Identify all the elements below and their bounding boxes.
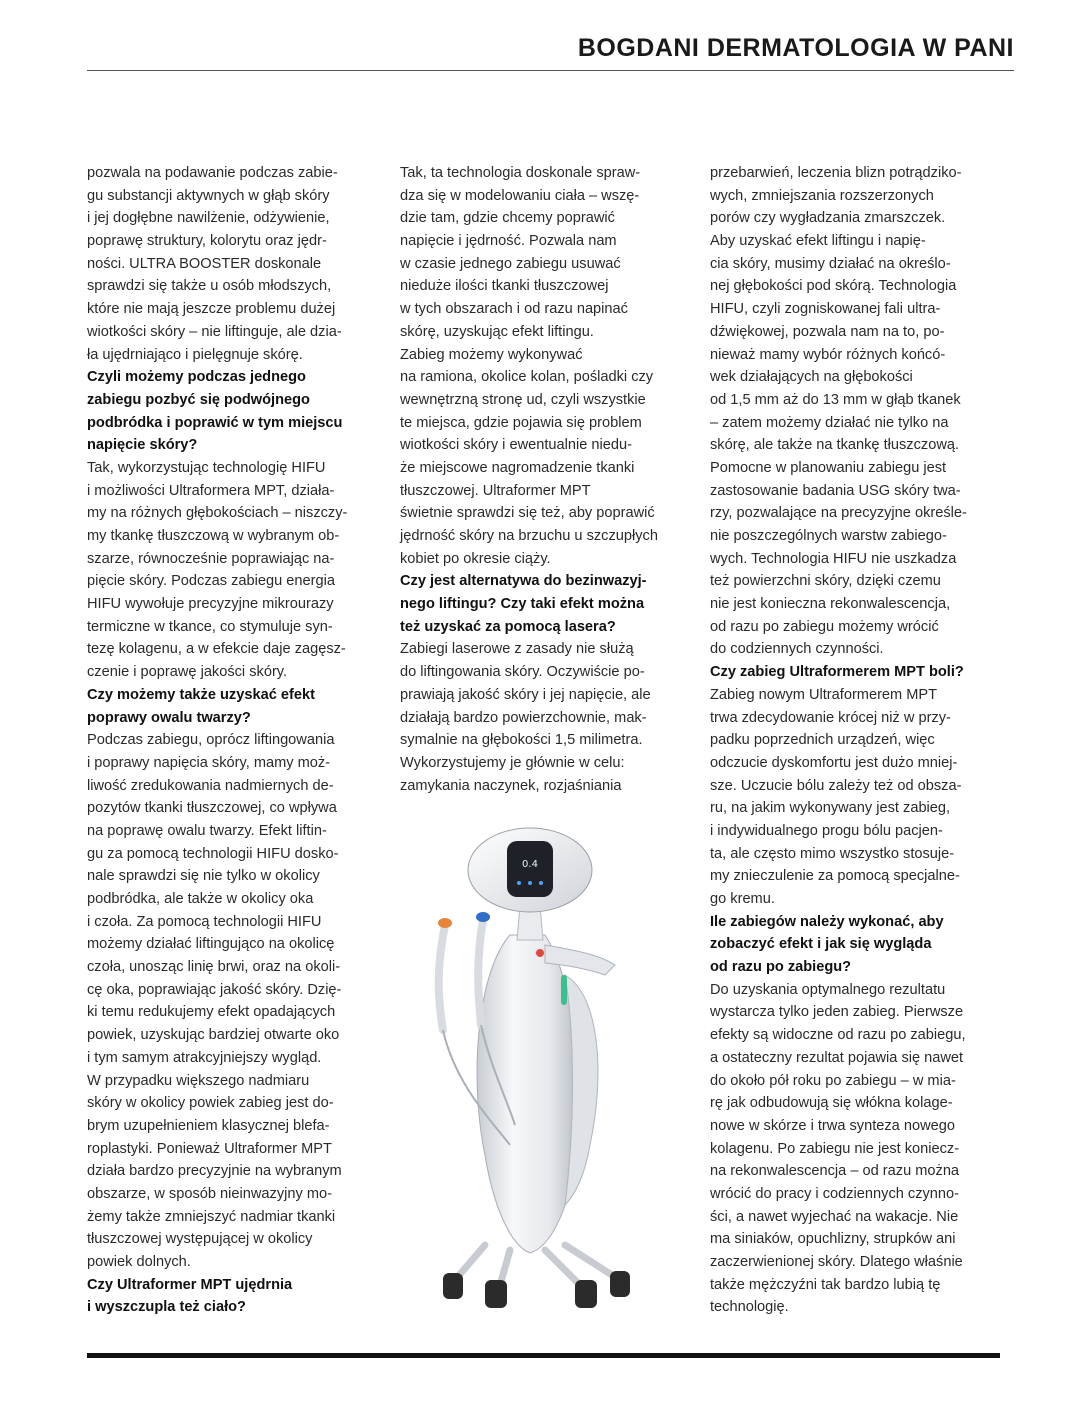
- question-heading-line: Ile zabiegów należy wykonać, aby: [710, 913, 944, 930]
- body-text-line: Zabieg nowym Ultraformerem MPT: [710, 686, 938, 703]
- body-text-line: do codziennych czynności.: [710, 641, 884, 658]
- body-text-line: Aby uzyskać efekt liftingu i napię-: [710, 233, 926, 250]
- body-text-line: skórę, uzyskując efekt liftingu.: [400, 323, 594, 340]
- body-text-line: cę oka, poprawiając jakość skóry. Dzię-: [87, 981, 342, 998]
- body-text-line: liwość zredukowania nadmiernych de-: [87, 777, 334, 794]
- body-text-line: ru, na jakim wykonywany jest zabieg,: [710, 800, 951, 817]
- header-divider: [87, 70, 1014, 71]
- body-text-line: skóry w okolicy powiek zabieg jest do-: [87, 1095, 334, 1112]
- body-text-line: wystarcza tylko jeden zabieg. Pierwsze: [710, 1004, 964, 1021]
- body-text-line: sprawdzi się także u osób młodszych,: [87, 278, 332, 295]
- body-text-line: czenie i poprawę jakości skóry.: [87, 664, 288, 681]
- body-text-line: do około pół roku po zabiegu – w mia-: [710, 1072, 956, 1089]
- body-text-line: wiotkości skóry i ewentualnie niedu-: [400, 437, 632, 454]
- body-text-line: ła ujędrniająco i pielęgnuje skórę.: [87, 346, 303, 363]
- body-text-line: porów czy wygładzania zmarszczek.: [710, 210, 946, 227]
- article-column-2: [400, 162, 670, 797]
- body-text-line: działa bardzo precyzyjnie na wybranym: [87, 1163, 342, 1180]
- question-heading-line: Czy zabieg Ultraformerem MPT boli?: [710, 664, 964, 681]
- body-text-line: nie poszczególnych warstw zabiego-: [710, 528, 947, 544]
- body-text-line: napięcie i jędrność. Pozwala nam: [400, 233, 617, 250]
- body-text-line: odczucie dyskomfortu jest dużo mniej-: [710, 754, 958, 771]
- body-text-line: gu za pomocą technologii HIFU dosko-: [87, 845, 339, 862]
- body-text-line: wych. Technologia HIFU nie uszkadza: [710, 550, 957, 567]
- body-text-line: i możliwości Ultraformera MPT, działa-: [87, 482, 335, 499]
- body-text-line: wrócić do pracy i codziennych czynno-: [710, 1185, 960, 1202]
- body-text-line: nie jest konieczna rekonwalescencja,: [710, 596, 951, 613]
- body-text-line: podbródka, ale także w okolicy oka: [87, 891, 314, 907]
- question-heading-line: podbródka i poprawić w tym miejscu: [87, 414, 343, 431]
- article-column-3: [710, 162, 980, 1319]
- body-text-line: rę jak odbudowują się włókna kolage-: [710, 1095, 953, 1112]
- ultraformer-device-image: [415, 825, 645, 1315]
- body-text-line: działają bardzo powierzchownie, mak-: [400, 709, 647, 726]
- body-text-line: Podczas zabiegu, oprócz liftingowania: [87, 732, 335, 749]
- body-text-line: jędrność skóry na brzuchu u szczupłych: [400, 528, 658, 544]
- body-text-line: kolagenu. Po zabiegu nie jest koniecz-: [710, 1140, 960, 1157]
- body-text-line: wewnętrzną stronę ud, czyli wszystkie: [400, 391, 646, 408]
- body-text-line: też powierzchni skóry, dzięki czemu: [710, 573, 941, 590]
- body-text-line: w tych obszarach i od razu napinać: [400, 301, 628, 318]
- body-text-line: także mężczyźni tak bardzo lubią tę: [710, 1276, 941, 1293]
- body-text-line: nieważ mamy wybór różnych końcó-: [710, 346, 946, 363]
- body-text-line: nej głębokości pod skórą. Technologia: [710, 278, 957, 295]
- body-text-line: gu substancji aktywnych w głąb skóry: [87, 187, 330, 204]
- body-text-line: nieduże ilości tkanki tłuszczowej: [400, 278, 609, 295]
- body-text-line: zastosowanie badania USG skóry twa-: [710, 482, 961, 499]
- device-screen-readout: 0.4: [522, 859, 538, 870]
- body-text-line: pozytów tkanki tłuszczowej, co wpływa: [87, 800, 337, 817]
- body-text-line: Zabieg możemy wykonywać: [400, 346, 583, 363]
- body-text-line: HIFU, czyli zogniskowanej fali ultra-: [710, 301, 941, 318]
- body-text-line: rzy, pozwalające na precyzyjne określe-: [710, 505, 967, 522]
- body-text-line: cia skóry, musimy działać na określo-: [710, 255, 951, 272]
- question-heading-line: poprawy owalu twarzy?: [87, 709, 251, 726]
- body-text-line: tłuszczowej występującej w okolicy: [87, 1231, 313, 1248]
- question-heading-line: Czyli możemy podczas jednego: [87, 369, 306, 386]
- body-text-line: my tkankę tłuszczową w wybranym ob-: [87, 528, 340, 544]
- question-heading-line: Czy Ultraformer MPT ujędrnia: [87, 1276, 293, 1293]
- body-text-line: kobiet po okresie ciąży.: [400, 550, 551, 567]
- question-heading-line: Czy jest alternatywa do bezinwazyj-: [400, 573, 647, 590]
- body-text-line: wiotkości skóry – nie liftinguje, ale dzia-: [87, 323, 342, 340]
- body-text-line: powiek, uzyskując bardziej otwarte oko: [87, 1027, 340, 1044]
- body-text-line: roplastyki. Ponieważ Ultraformer MPT: [87, 1140, 332, 1157]
- body-text-line: przebarwień, leczenia blizn potrądziko-: [710, 165, 962, 181]
- question-heading-line: nego liftingu? Czy taki efekt można: [400, 596, 645, 613]
- body-text-line: świetnie sprawdzi się też, aby poprawić: [400, 505, 655, 522]
- body-text-line: brym uzupełnieniem klasycznej blefa-: [87, 1117, 330, 1134]
- body-text-line: powiek dolnych.: [87, 1254, 191, 1270]
- body-text-line: tezę kolagenu, a w efekcie daje zagęsz-: [87, 641, 346, 658]
- body-text-line: ki temu redukujemy efekt opadających: [87, 1004, 336, 1021]
- body-text-line: tłuszczowej. Ultraformer MPT: [400, 482, 591, 499]
- question-heading-line: też uzyskać za pomocą lasera?: [400, 618, 616, 635]
- body-text-line: wek działających na głębokości: [710, 369, 913, 386]
- body-text-line: HIFU wywołuje precyzyjne mikrourazy: [87, 596, 334, 613]
- body-text-line: go kremu.: [710, 891, 775, 907]
- body-text-line: Do uzyskania optymalnego rezultatu: [710, 981, 946, 998]
- body-text-line: ta, ale często mimo wszystko stosuje-: [710, 845, 955, 862]
- body-text-line: szarze, równocześnie poprawiając na-: [87, 550, 335, 567]
- body-text-line: wych, zmniejszania rozszerzonych: [710, 187, 934, 204]
- body-text-line: że miejscowe nagromadzenie tkanki: [400, 459, 635, 476]
- body-text-line: obszarze, w sposób nieinwazyjny mo-: [87, 1185, 332, 1202]
- body-text-line: Tak, wykorzystując technologię HIFU: [87, 459, 326, 476]
- body-text-line: ności. ULTRA BOOSTER doskonale: [87, 255, 322, 272]
- article-column-1: [87, 162, 357, 1319]
- body-text-line: dzie tam, gdzie chcemy poprawić: [400, 210, 615, 227]
- body-text-line: od 1,5 mm aż do 13 mm w głąb tkanek: [710, 391, 961, 408]
- body-text-line: zaczerwienionej skóry. Dlatego właśnie: [710, 1254, 963, 1270]
- body-text-line: na ramiona, okolice kolan, pośladki czy: [400, 369, 654, 386]
- body-text-line: dza się w modelowaniu ciała – wszę-: [400, 187, 640, 204]
- page-header-title: BOGDANI DERMATOLOGIA W PANI: [577, 34, 1014, 62]
- body-text-line: w czasie jednego zabiegu usuwać: [400, 255, 621, 272]
- body-text-line: termiczne w tkance, co stymuluje syn-: [87, 618, 333, 635]
- body-text-line: nowe w skórze i trwa synteza nowego: [710, 1117, 955, 1134]
- question-heading-line: Czy możemy także uzyskać efekt: [87, 686, 315, 703]
- body-text-line: od razu po zabiegu możemy wrócić: [710, 618, 939, 635]
- body-text-line: my znieczulenie za pomocą specjalne-: [710, 868, 960, 885]
- body-text-line: zamykania naczynek, rozjaśniania: [400, 777, 622, 794]
- question-heading-line: od razu po zabiegu?: [710, 959, 852, 976]
- body-text-line: pozwala na podawanie podczas zabie-: [87, 165, 338, 181]
- body-text-line: i tym samym atrakcyjniejszy wygląd.: [87, 1049, 322, 1066]
- body-text-line: Wykorzystujemy je głównie w celu:: [400, 754, 625, 771]
- body-text-line: żemy także zmniejszyć nadmiar tkanki: [87, 1208, 336, 1225]
- body-text-line: które nie mają jeszcze problemu dużej: [87, 301, 336, 318]
- body-text-line: my na różnych głębokościach – niszczy-: [87, 505, 348, 522]
- body-text-line: pięcie skóry. Podczas zabiegu energia: [87, 573, 335, 590]
- body-text-line: i poprawy napięcia skóry, mamy moż-: [87, 754, 331, 771]
- body-text-line: ści, a nawet wyjechać na wakacje. Nie: [710, 1208, 959, 1225]
- body-text-line: i indywidualnego progu bólu pacjen-: [710, 822, 943, 839]
- body-text-line: Pomocne w planowaniu zabiegu jest: [710, 459, 947, 476]
- body-text-line: efekty są widoczne od razu po zabiegu,: [710, 1027, 966, 1044]
- body-text-line: prawiają jakość skóry i jej napięcie, ale: [400, 686, 651, 703]
- question-heading-line: zabiegu pozbyć się podwójnego: [87, 391, 310, 408]
- body-text-line: skórę, ale także na tkankę tłuszczową.: [710, 437, 960, 454]
- footer-divider: [87, 1353, 1000, 1358]
- question-heading-line: i wyszczupla też ciało?: [87, 1299, 246, 1316]
- body-text-line: na rekonwalescencja – od razu można: [710, 1163, 960, 1180]
- body-text-line: sze. Uczucie bólu zależy też od obsza-: [710, 777, 962, 794]
- body-text-line: te miejsca, gdzie pojawia się problem: [400, 414, 642, 431]
- body-text-line: na poprawę owalu twarzy. Efekt liftin-: [87, 822, 327, 839]
- body-text-line: – zatem możemy działać nie tylko na: [710, 414, 949, 431]
- body-text-line: padku poprzednich urządzeń, więc: [710, 732, 935, 749]
- body-text-line: trwa zdecydowanie krócej niż w przy-: [710, 709, 951, 726]
- body-text-line: W przypadku większego nadmiaru: [87, 1072, 310, 1089]
- body-text-line: poprawę struktury, kolorytu oraz jędr-: [87, 233, 327, 250]
- body-text-line: dźwiękowej, pozwala nam na to, po-: [710, 323, 945, 340]
- body-text-line: Tak, ta technologia doskonale spraw-: [400, 165, 641, 181]
- body-text-line: Zabiegi laserowe z zasady nie służą: [400, 641, 634, 658]
- body-text-line: i czoła. Za pomocą technologii HIFU: [87, 913, 322, 930]
- body-text-line: i jej dogłębne nawilżenie, odżywienie,: [87, 210, 330, 227]
- body-text-line: a ostateczny rezultat pojawia się nawet: [710, 1049, 964, 1066]
- body-text-line: do liftingowania skóry. Oczywiście po-: [400, 664, 645, 681]
- body-text-line: symalnie na głębokości 1,5 milimetra.: [400, 732, 643, 749]
- body-text-line: możemy działać liftingująco na okolicę: [87, 936, 335, 953]
- body-text-line: ma siniaków, opuchlizny, strupków ani: [710, 1231, 956, 1248]
- question-heading-line: zobaczyć efekt i jak się wygląda: [710, 936, 932, 953]
- question-heading-line: napięcie skóry?: [87, 437, 198, 454]
- body-text-line: czoła, unosząc linię brwi, oraz na okoli-: [87, 959, 341, 976]
- body-text-line: technologię.: [710, 1299, 789, 1316]
- body-text-line: nale sprawdzi się nie tylko w okolicy: [87, 868, 320, 885]
